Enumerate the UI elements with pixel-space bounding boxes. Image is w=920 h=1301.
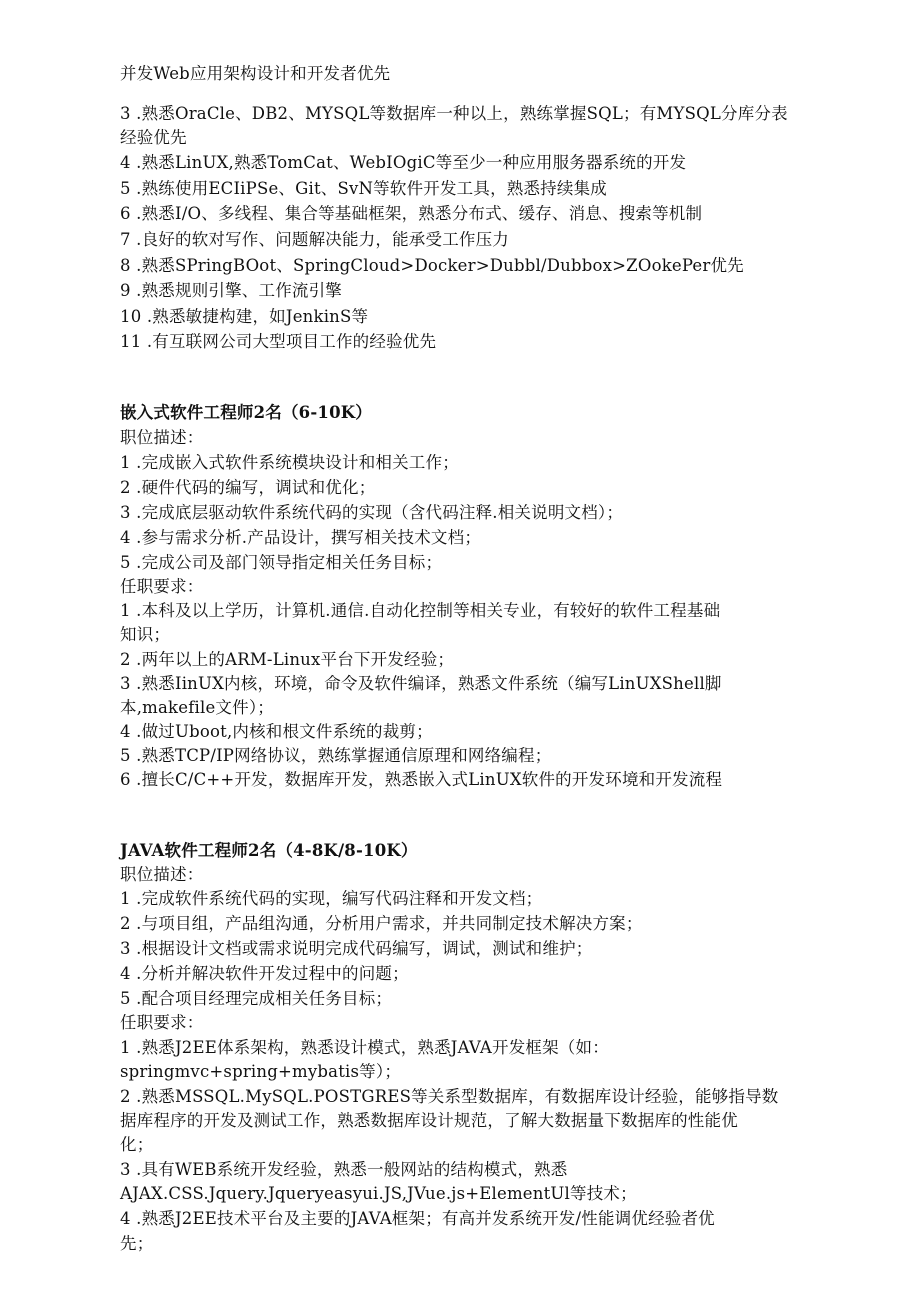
- requirement-line: 本,makefile文件）；: [120, 698, 274, 717]
- requirement-line: 4 .熟悉J2EE技术平台及主要的JAVA框架；有高并发系统开发/性能调优经验者优: [120, 1209, 715, 1228]
- requirement-line: 9 .熟悉规则引擎、工作流引擎: [120, 281, 342, 300]
- intro-line: 并发Web应用架构设计和开发者优先: [120, 64, 391, 83]
- section-label: 任职要求：: [120, 577, 204, 596]
- requirement-line: 经验优先: [120, 128, 187, 147]
- section-label: 职位描述：: [120, 428, 204, 447]
- requirement-line: 3 .熟悉IinUX内核，环境，命令及软件编译，熟悉文件系统（编写LinUXShell脚: [120, 674, 722, 693]
- section-label: 职位描述：: [120, 865, 204, 884]
- requirement-line: 1 .本科及以上学历，计算机.通信.自动化控制等相关专业，有较好的软件工程基础: [120, 601, 721, 620]
- description-line: 1 .完成软件系统代码的实现，编写代码注释和开发文档；: [120, 889, 543, 908]
- description-line: 1 .完成嵌入式软件系统模块设计和相关工作；: [120, 453, 459, 472]
- section-label: 任职要求：: [120, 1013, 204, 1032]
- requirement-line: 2 .熟悉MSSQL.MySQL.POSTGRES等关系型数据库，有数据库设计经验，能够指导数: [120, 1087, 779, 1106]
- requirement-line: 7 .良好的软对写作、问题解决能力，能承受工作压力: [120, 230, 509, 249]
- requirement-line: 4 .做过Uboot,内核和根文件系统的裁剪；: [120, 722, 433, 741]
- description-line: 5 .配合项目经理完成相关任务目标；: [120, 989, 393, 1008]
- requirement-line: 8 .熟悉SPringBOot、SpringCloud>Docker>Dubbl/Dubbox>ZOokePer优先: [120, 256, 744, 275]
- requirement-line: 3 .具有WEB系统开发经验，熟悉一般网站的结构模式，熟悉: [120, 1160, 568, 1179]
- requirement-line: 6 .擅长C/C++开发，数据库开发，熟悉嵌入式LinUX软件的开发环境和开发流程: [120, 770, 723, 789]
- requirement-line: 据库程序的开发及测试工作，熟悉数据库设计规范，了解大数据量下数据库的性能优: [120, 1111, 738, 1130]
- requirement-line: 3 .熟悉OraCle、DB2、MYSQL等数据库一种以上，熟练掌握SQL；有MYSQL分库分表: [120, 104, 788, 123]
- description-line: 2 .与项目组，产品组沟通，分析用户需求，并共同制定技术解决方案；: [120, 914, 643, 933]
- requirement-line: 5 .熟悉TCP/IP网络协议，熟练掌握通信原理和网络编程；: [120, 746, 552, 765]
- requirement-line: 1 .熟悉J2EE体系架构，熟悉设计模式，熟悉JAVA开发框架（如：: [120, 1038, 609, 1057]
- section-title-java: JAVA软件工程师2名（4-8K/8-10K）: [120, 841, 418, 860]
- requirement-line: AJAX.CSS.Jquery.Jqueryeasyui.JS,JVue.js+ElementUl等技术；: [120, 1184, 637, 1203]
- requirement-line: 化；: [120, 1135, 154, 1154]
- description-line: 3 .完成底层驱动软件系统代码的实现（含代码注释.相关说明文档）；: [120, 503, 624, 522]
- requirement-line: 5 .熟练使用ECIiPSe、Git、SvN等软件开发工具，熟悉持续集成: [120, 179, 607, 198]
- requirement-line: 2 .两年以上的ARM-Linux平台下开发经验；: [120, 650, 455, 669]
- requirement-line: 6 .熟悉I/O、多线程、集合等基础框架，熟悉分布式、缓存、消息、搜索等机制: [120, 204, 703, 223]
- requirement-line: 4 .熟悉LinUX,熟悉TomCat、WebIOgiC等至少一种应用服务器系统的开发: [120, 153, 687, 172]
- description-line: 4 .参与需求分析.产品设计，撰写相关技术文档；: [120, 528, 482, 547]
- requirement-line: 知识；: [120, 625, 171, 644]
- description-line: 5 .完成公司及部门领导指定相关任务目标；: [120, 553, 443, 572]
- description-line: 2 .硬件代码的编写，调试和优化；: [120, 478, 376, 497]
- requirement-line: 先；: [120, 1234, 154, 1253]
- requirement-line: 10 .熟悉敏捷构建，如JenkinS等: [120, 307, 369, 326]
- requirement-line: 11 .有互联网公司大型项目工作的经验优先: [120, 332, 437, 351]
- description-line: 4 .分析并解决软件开发过程中的问题；: [120, 964, 409, 983]
- requirement-line: springmvc+spring+mybatis等）；: [120, 1062, 402, 1081]
- section-title-embedded: 嵌入式软件工程师2名（6-10K）: [120, 403, 373, 422]
- description-line: 3 .根据设计文档或需求说明完成代码编写，调试，测试和维护；: [120, 939, 593, 958]
